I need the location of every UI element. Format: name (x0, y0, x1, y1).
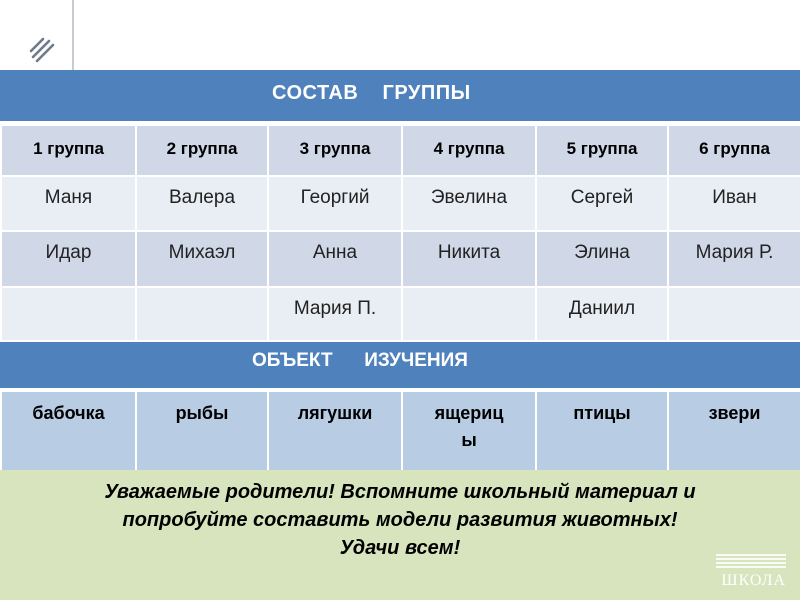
group-header: 3 группа (268, 125, 402, 176)
member-cell: Даниил (536, 287, 668, 341)
member-cell: Валера (136, 176, 268, 231)
groups-table (0, 124, 800, 342)
member-cell (136, 287, 268, 341)
member-cell (402, 287, 536, 341)
objects-title: ОБЪЕКТ ИЗУЧЕНИЯ (252, 350, 468, 371)
leaf-lines-icon (28, 36, 56, 64)
member-cell: Анна (268, 231, 402, 287)
message-line: Удачи всем! (339, 537, 461, 559)
group-header: 4 группа (402, 125, 536, 176)
member-cell: Сергей (536, 176, 668, 231)
member-cell (1, 287, 136, 341)
groups-header-row (1, 125, 800, 176)
object-cell: лягушки (268, 391, 402, 471)
message-line: Уважаемые родители! Вспомните школьный материал и (104, 481, 696, 503)
page-title: СОСТАВ ГРУППЫ (272, 82, 471, 104)
group-header: 6 группа (668, 125, 800, 176)
member-cell: Михаэл (136, 231, 268, 287)
object-cell: ящериц ы (402, 391, 536, 471)
member-cell: Георгий (268, 176, 402, 231)
school-logo-text: ШКОЛА (721, 572, 786, 589)
member-cell (668, 287, 800, 341)
member-cell: Никита (402, 231, 536, 287)
objects-table (0, 390, 800, 472)
table-row (1, 287, 800, 341)
school-logo-stripes (716, 554, 786, 570)
message-line: попробуйте составить модели развития животных! (122, 509, 678, 531)
object-cell: звери (668, 391, 800, 471)
group-header: 1 группа (1, 125, 136, 176)
member-cell: Мария Р. (668, 231, 800, 287)
object-cell: птицы (536, 391, 668, 471)
object-cell: рыбы (136, 391, 268, 471)
table-row (1, 176, 800, 231)
objects-row (1, 391, 800, 471)
object-cell: бабочка (1, 391, 136, 471)
member-cell: Идар (1, 231, 136, 287)
member-cell: Мария П. (268, 287, 402, 341)
member-cell: Элина (536, 231, 668, 287)
school-logo (716, 554, 786, 594)
member-cell: Иван (668, 176, 800, 231)
member-cell: Эвелина (402, 176, 536, 231)
parents-message (0, 470, 800, 600)
group-header: 2 группа (136, 125, 268, 176)
member-cell: Маня (1, 176, 136, 231)
group-header: 5 группа (536, 125, 668, 176)
table-row (1, 231, 800, 287)
